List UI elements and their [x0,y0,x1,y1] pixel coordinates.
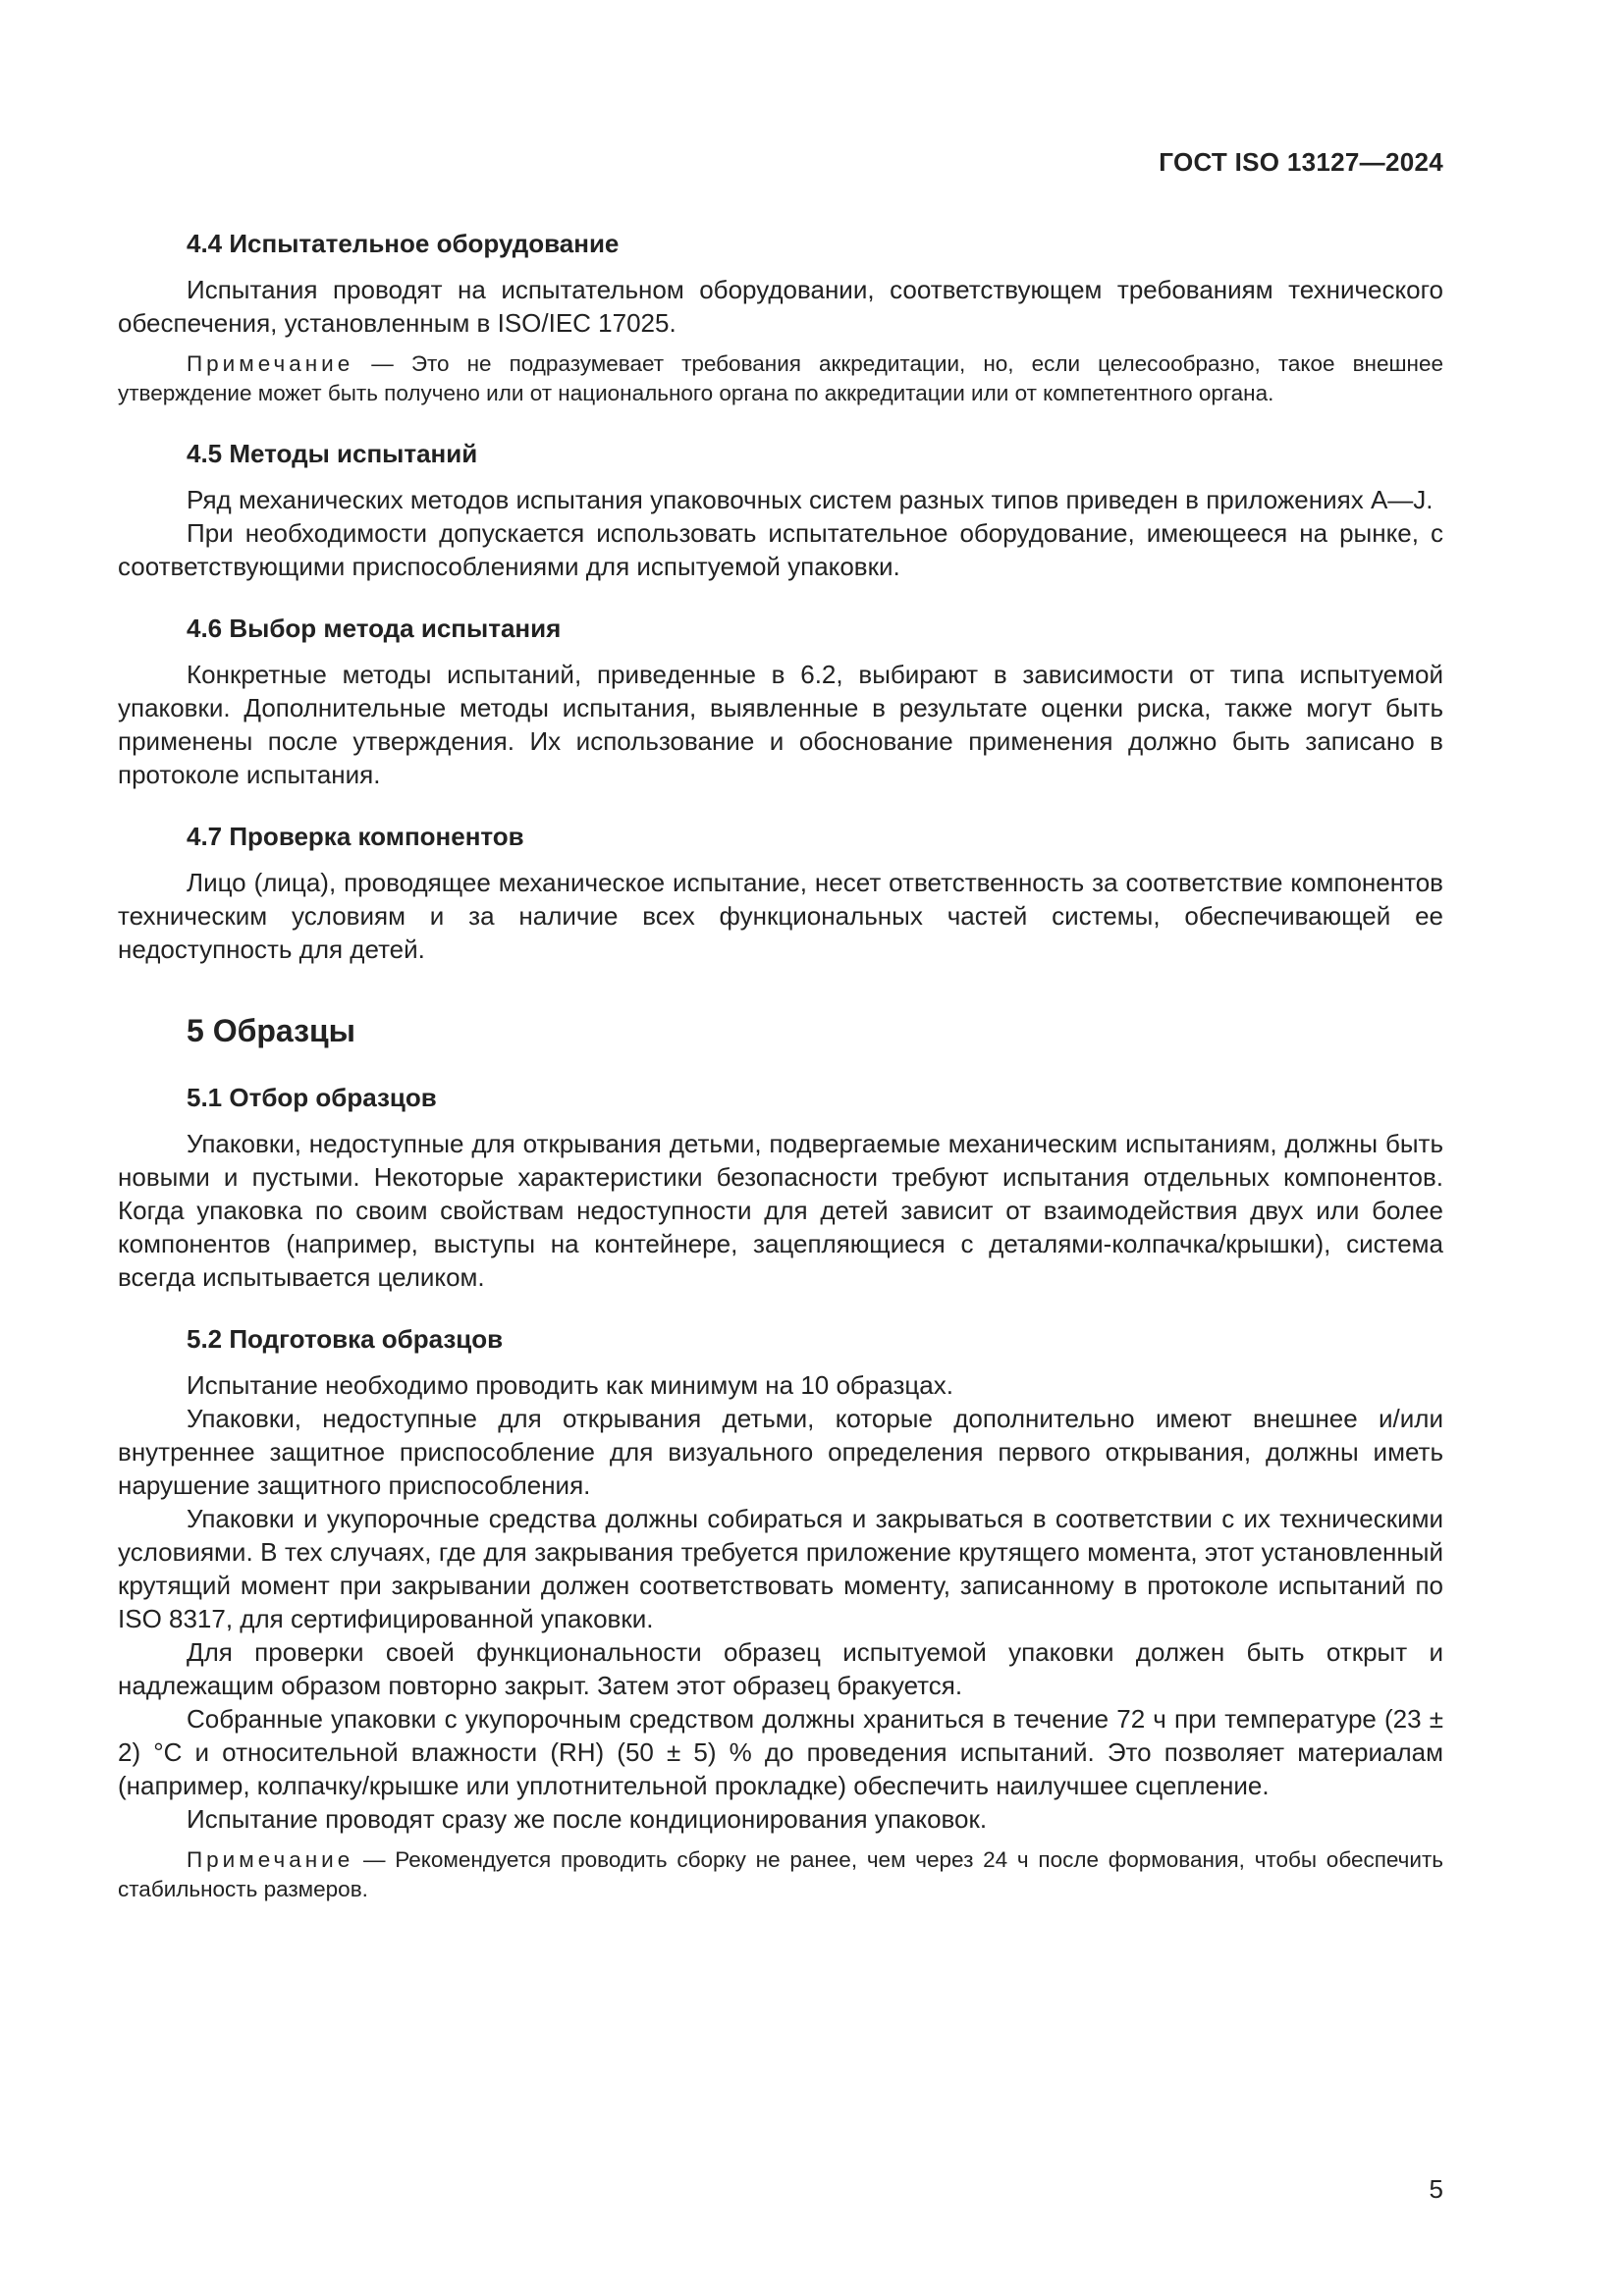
section-5-2-paragraph-6: Испытание проводят сразу же после кондиционирования упаковок. [187,1804,988,1834]
section-5-title: 5 Образцы [187,1013,355,1048]
note-label: Примечание [187,1847,354,1872]
section-5-2-paragraph-5: Собранные упаковки с укупорочным средством должны храниться в течение 72 ч при температуре (23 ± 2) °C и относительной влажности (RH) (50 ± 5) % до проведения испытаний. Это позволяет материалам (например, колпачку/крышке или уплотнительной прокладке) обеспечить наилучшее сцепление. [118,1704,1443,1800]
section-5-2-title: 5.2 Подготовка образцов [187,1324,504,1354]
section-5-2-note [118,1845,1443,1904]
note-text: — Рекомендуется проводить сборку не ранее, чем через 24 ч после формования, чтобы обеспечить стабильность размеров. [118,1847,1443,1901]
section-5-1-paragraph: Упаковки, недоступные для открывания детьми, подвергаемые механическим испытаниям, должны быть новыми и пустыми. Некоторые характеристики безопасности требуют испытания отдельных компонентов. Когда упаковка по своим свойствам недоступности для детей зависит от взаимодействия двух или более компонентов (например, выступы на контейнере, зацепляющиеся с деталями-колпачка/крышки), система всегда испытывается целиком. [118,1129,1443,1292]
section-4-4-note [118,349,1443,408]
section-4-7-title: 4.7 Проверка компонентов [187,822,524,851]
note-text: — Это не подразумевает требования аккредитации, но, если целесообразно, такое внешнее утверждение может быть получено или от национального органа по аккредитации или от компетентного органа. [118,351,1443,405]
section-4-6-title: 4.6 Выбор метода испытания [187,614,562,643]
section-5-2-paragraph-3: Упаковки и укупорочные средства должны собираться и закрываться в соответствии с их техническими условиями. В тех случаях, где для закрывания требуется приложение крутящего момента, этот установленный крутящий момент при закрывании должен соответствовать моменту, записанному в протоколе испытаний по ISO 8317, для сертифицированной упаковки. [118,1504,1443,1633]
section-5-2-paragraph-4: Для проверки своей функциональности образец испытуемой упаковки должен быть открыт и надлежащим образом повторно закрыт. Затем этот образец бракуется. [118,1637,1443,1700]
section-5-1-title: 5.1 Отбор образцов [187,1083,437,1112]
section-5-2-paragraph-2: Упаковки, недоступные для открывания детьми, которые дополнительно имеют внешнее и/или внутреннее защитное приспособление для визуального определения первого открывания, должны иметь нарушение защитного приспособления. [118,1404,1443,1500]
note-label: Примечание [187,351,354,376]
section-4-4-paragraph: Испытания проводят на испытательном оборудовании, соответствующем требованиям технического обеспечения, установленным в ISO/IEC 17025. [118,275,1443,338]
section-4-6-paragraph: Конкретные методы испытаний, приведенные в 6.2, выбирают в зависимости от типа испытуемой упаковки. Дополнительные методы испытания, выявленные в результате оценки риска, также могут быть применены после утверждения. Их использование и обоснование применения должно быть записано в протоколе испытания. [118,660,1443,789]
section-4-5-paragraph-1: Ряд механических методов испытания упаковочных систем разных типов приведен в приложениях А—J. [187,485,1434,514]
section-4-4-title: 4.4 Испытательное оборудование [187,229,620,258]
section-4-5-title: 4.5 Методы испытаний [187,439,478,468]
page-number: 5 [1429,2174,1443,2204]
document-id-header: ГОСТ ISO 13127—2024 [1159,147,1443,177]
section-4-5-paragraph-2: При необходимости допускается использовать испытательное оборудование, имеющееся на рынке, с соответствующими приспособлениями для испытуемой упаковки. [118,518,1443,581]
section-5-2-paragraph-1: Испытание необходимо проводить как минимум на 10 образцах. [187,1370,953,1400]
page-content [118,224,1443,1904]
section-4-7-paragraph: Лицо (лица), проводящее механическое испытание, несет ответственность за соответствие компонентов техническим условиям и за наличие всех функциональных частей системы, обеспечивающей ее недоступность для детей. [118,868,1443,964]
